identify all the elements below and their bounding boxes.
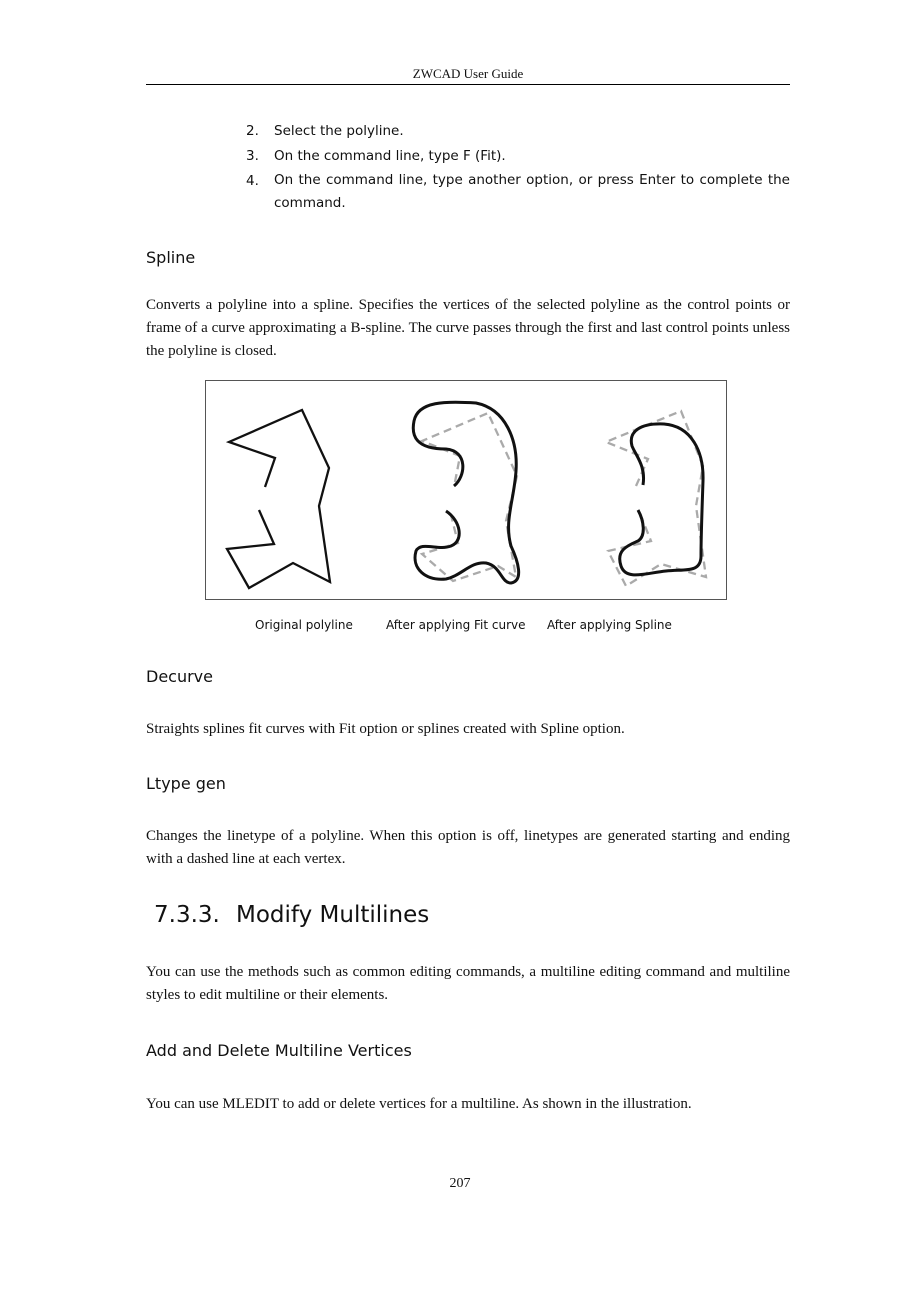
polyline-illustration xyxy=(206,381,726,599)
page-number: 207 xyxy=(449,1176,471,1191)
add-delete-paragraph: You can use MLEDIT to add or delete vertices for a multiline. As shown in the illustration. xyxy=(146,1096,692,1112)
section-title: Modify Multilines xyxy=(236,902,430,928)
section-number: 7.3.3. xyxy=(154,902,220,928)
step-2 xyxy=(246,123,404,139)
decurve-paragraph: Straights splines fit curves with Fit option or splines created with Spline option. xyxy=(146,721,625,737)
spline-curve xyxy=(620,424,703,575)
step-text: Select the polyline. xyxy=(274,123,404,139)
heading-ltype-gen: Ltype gen xyxy=(146,774,226,793)
running-header: ZWCAD User Guide xyxy=(146,66,790,85)
original-polyline xyxy=(227,410,330,588)
heading-spline: Spline xyxy=(146,248,196,267)
step-number: 3. xyxy=(246,148,259,164)
caption-fit: After applying Fit curve xyxy=(386,618,526,632)
caption-original: Original polyline xyxy=(255,618,353,632)
caption-spline: After applying Spline xyxy=(547,618,672,632)
step-3 xyxy=(246,148,506,164)
polyline-figure xyxy=(205,380,727,600)
section-heading xyxy=(154,902,429,928)
fit-curve xyxy=(413,402,518,583)
step-4-text: On the command line, type another option, or press Enter to complete the command. xyxy=(274,172,790,211)
step-number: 2. xyxy=(246,123,259,139)
heading-decurve: Decurve xyxy=(146,667,213,686)
spline-paragraph: Converts a polyline into a spline. Specifies the vertices of the selected polyline as the control points or frame of a curve approximating a B-spline. The curve passes through the first and last control points unless the polyline is closed. xyxy=(146,297,790,359)
step-text: On the command line, type F (Fit). xyxy=(274,148,506,164)
heading-add-delete: Add and Delete Multiline Vertices xyxy=(146,1041,412,1060)
step-4-number: 4. xyxy=(246,173,259,189)
fit-control-frame xyxy=(422,413,517,581)
ltype-paragraph: Changes the linetype of a polyline. When this option is off, linetypes are generated starting and ending with a dashed line at each vertex. xyxy=(146,828,790,867)
section-paragraph: You can use the methods such as common editing commands, a multiline editing command and multiline styles to edit multiline or their elements. xyxy=(146,964,790,1003)
